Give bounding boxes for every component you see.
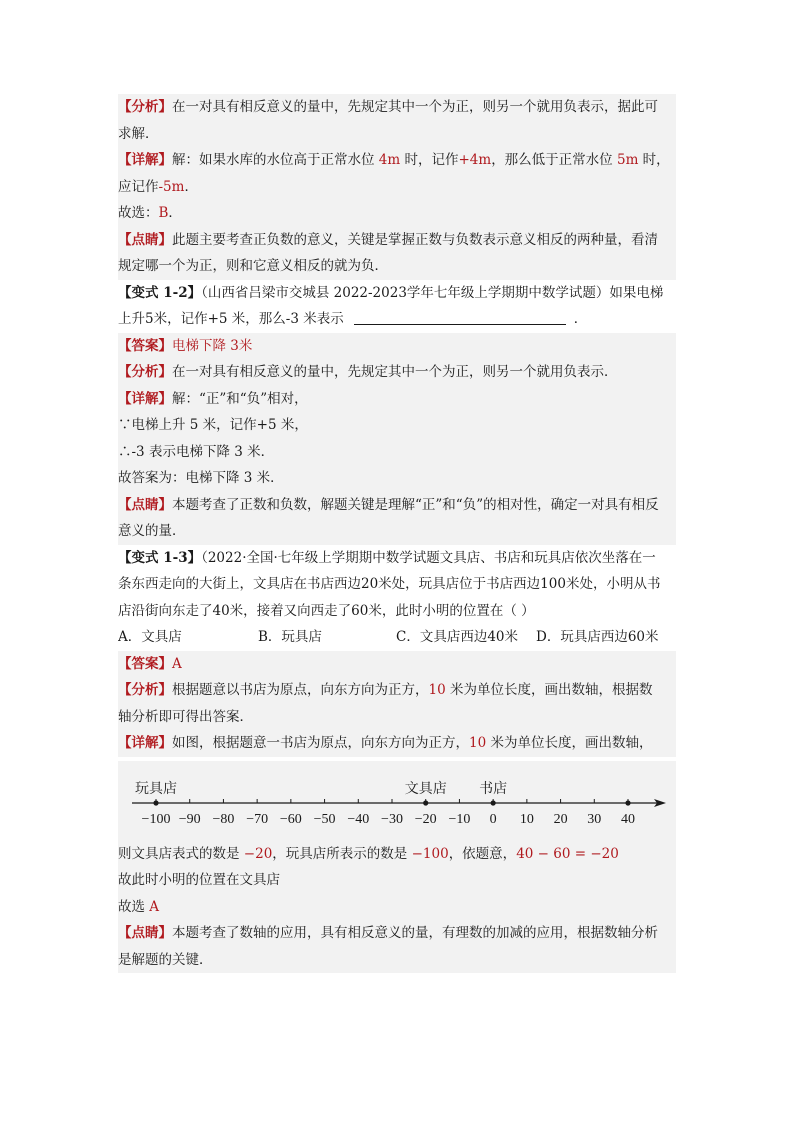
q2-comment: 【点睛】本题考查了正数和负数，解题关键是理解“正”和“负”的相对性，确定一对具有相反 xyxy=(118,492,676,519)
q3-analysis-cont: 轴分析即可得出答案． xyxy=(118,704,676,731)
q3-answer: 【答案】A xyxy=(118,651,676,678)
q2-title: 【变式 1-2】（山西省吕梁市交城县 2022-2023学年七年级上学期期中数学试题）如果电梯 xyxy=(118,284,664,301)
q3-title-l3: 店沿街向东走了40米，接着又向西走了60米，此时小明的位置在（ ） xyxy=(118,602,535,619)
tick-label: 30 xyxy=(587,811,602,827)
axis-point xyxy=(153,800,158,805)
option-c[interactable]: C．文具店西边40米 xyxy=(396,629,519,645)
tick-label: −70 xyxy=(246,811,269,827)
q2-analysis: 【分析】在一对具有相反意义的量中，先规定其中一个为正，则另一个就用负表示． xyxy=(118,359,676,386)
tick-label: −20 xyxy=(414,811,437,827)
tick-label: −80 xyxy=(212,811,235,827)
q1-choice: 故选：B． xyxy=(118,200,676,227)
tick-label: −60 xyxy=(279,811,302,827)
document-page xyxy=(118,94,676,973)
point-label: 玩具店 xyxy=(135,780,177,797)
option-a[interactable]: A．文具店 xyxy=(118,629,182,645)
q2-answer: 【答案】电梯下降 3米 xyxy=(118,333,676,360)
axis-point xyxy=(423,800,428,805)
q3-options xyxy=(118,624,676,651)
q1-comment: 【点睛】此题主要考查正负数的意义，关键是掌握正数与负数表示意义相反的两种量，看清 xyxy=(118,227,676,254)
q1-comment-cont: 规定哪一个为正，则和它意义相反的就为负． xyxy=(118,253,676,280)
q3-comment-cont: 是解题的关键． xyxy=(118,947,676,974)
q3-result-l2: 故此时小明的位置在文具店 xyxy=(118,867,676,894)
q2-detail: 【详解】解：“正”和“负”相对， xyxy=(118,386,676,413)
tick-label: 10 xyxy=(519,811,534,827)
tick-label: −100 xyxy=(141,811,171,827)
point-label: 文具店 xyxy=(404,780,447,797)
point-label: 书店 xyxy=(479,780,508,797)
tick-label: −40 xyxy=(347,811,370,827)
q1-detail-cont: 应记作-5m． xyxy=(118,174,676,201)
q2-comment-cont: 意义的量． xyxy=(118,518,676,545)
q3-title: 【变式 1-3】（2022·全国·七年级上学期期中数学试题文具店、书店和玩具店依次坐落在一 xyxy=(118,549,656,566)
q3-analysis: 【分析】根据题意以书店为原点，向东方向为正方，10 米为单位长度，画出数轴，根据数 xyxy=(118,677,676,704)
number-line-figure xyxy=(118,761,676,841)
tick-label: 0 xyxy=(489,811,497,827)
q3-comment: 【点睛】本题考查了数轴的应用，具有相反意义的量，有理数的加减的应用，根据数轴分析 xyxy=(118,920,676,947)
q3-detail: 【详解】如图，根据题意一书店为原点，向东方向为正方，10 米为单位长度，画出数轴， xyxy=(118,730,676,757)
q3-title-l2: 条东西走向的大街上，文具店在书店西边20米处，玩具店位于书店西边100米处，小明从书 xyxy=(118,576,661,592)
q2-detail-l4: 故答案为：电梯下降 3 米． xyxy=(118,465,676,492)
tick-label: −90 xyxy=(178,811,201,827)
axis-point xyxy=(625,800,630,805)
q2-title-cont: 上升5米，记作+5 米，那么-3 米表示 ． xyxy=(118,311,588,327)
answer-blank xyxy=(354,310,566,325)
q2-detail-l2: ∵电梯上升 5 米，记作+5 米， xyxy=(118,412,676,439)
q2-detail-l3: ∴-3 表示电梯下降 3 米． xyxy=(118,439,676,466)
tick-label: 20 xyxy=(553,811,568,827)
q1-analysis: 【分析】在一对具有相反意义的量中，先规定其中一个为正，则另一个就用负表示，据此可 xyxy=(118,94,676,121)
q1-analysis-cont: 求解． xyxy=(118,121,676,148)
q3-choice: 故选 A xyxy=(118,894,676,921)
axis-point xyxy=(491,800,496,805)
q1-detail: 【详解】解：如果水库的水位高于正常水位 4m 时，记作+4m，那么低于正常水位 5m 时， xyxy=(118,147,676,174)
tick-label: −50 xyxy=(313,811,336,827)
tick-label: −10 xyxy=(448,811,471,827)
option-d[interactable]: D．玩具店西边60米 xyxy=(536,629,659,645)
option-b[interactable]: B．玩具店 xyxy=(258,629,322,645)
number-line xyxy=(118,761,676,841)
q3-result: 则文具店表式的数是 −20，玩具店所表示的数是 −100，依题意，40 − 60 = −20 xyxy=(118,841,676,868)
tick-label: −30 xyxy=(381,811,403,827)
tick-label: 40 xyxy=(621,811,635,827)
